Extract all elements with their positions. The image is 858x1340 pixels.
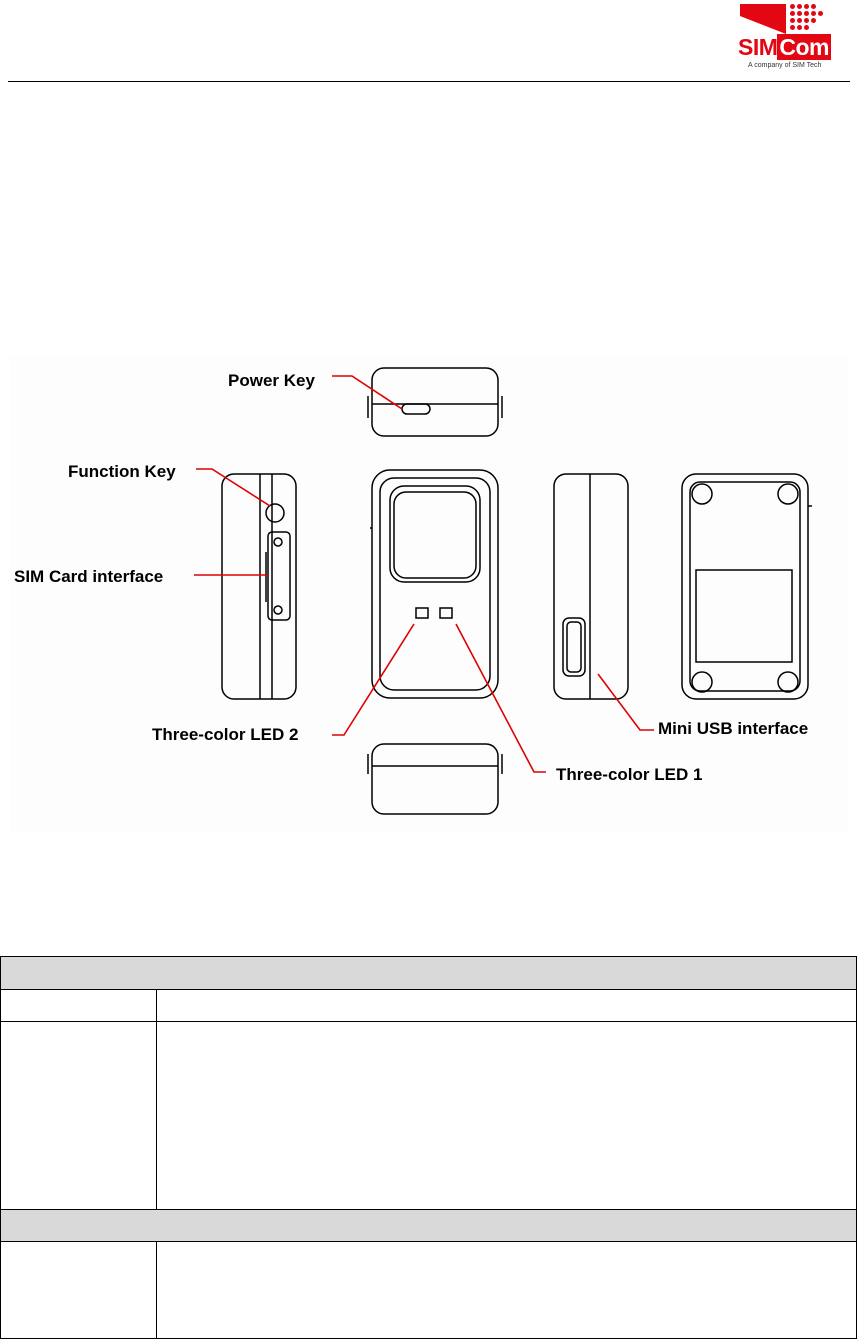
callout-mini-usb-interface: Mini USB interface: [658, 719, 809, 738]
simcom-logo: [738, 4, 838, 72]
left-side-view: [222, 474, 296, 699]
product-line-drawing: [10, 356, 848, 832]
top-view: [368, 368, 502, 436]
table-row: [0, 1242, 857, 1339]
right-side-view: [554, 474, 628, 699]
logo-wordmark: SIMCom: [738, 34, 830, 60]
table-section-row: [0, 1210, 857, 1242]
callout-power-key: Power Key: [228, 371, 315, 390]
callout-function-key: Function Key: [68, 462, 176, 481]
logo-tagline: A company of SIM Tech: [748, 62, 822, 69]
table-row: [0, 1022, 857, 1210]
header-rule: [8, 81, 850, 82]
callout-sim-card-interface: SIM Card interface: [14, 567, 164, 586]
logo-dot-grid: [788, 4, 826, 34]
specification-table: [0, 956, 858, 1340]
callout-three-color-led-1: Three-color LED 1: [556, 765, 703, 784]
back-view: [682, 474, 812, 699]
callout-three-color-led-2: Three-color LED 2: [152, 725, 299, 744]
bottom-view: [368, 744, 502, 814]
table-section-row: [0, 956, 857, 990]
logo-red-shape: [740, 4, 786, 34]
table-row: [0, 990, 857, 1022]
product-views-figure: [10, 356, 848, 832]
